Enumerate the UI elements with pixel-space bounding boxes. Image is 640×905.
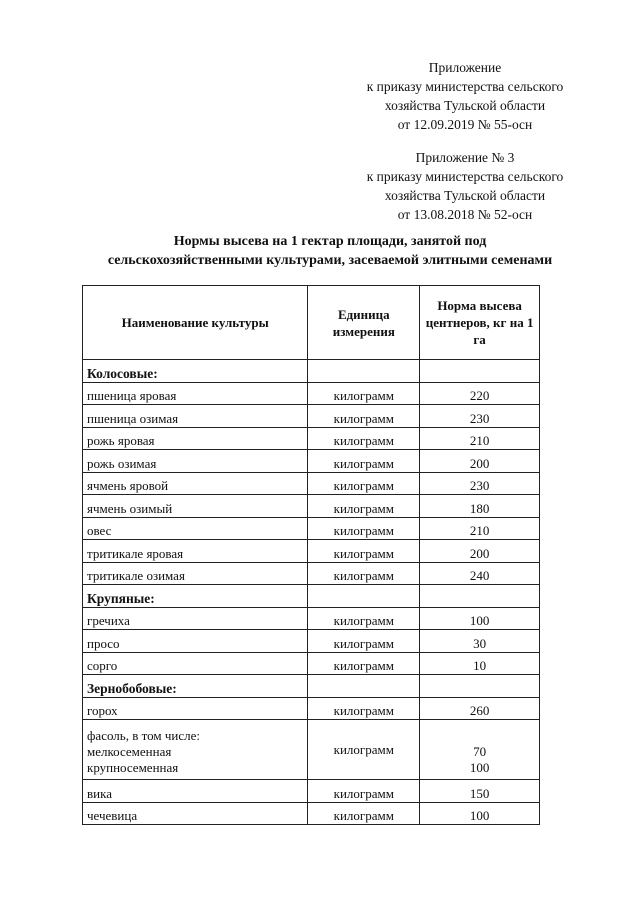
header-original-order [320,148,610,224]
empty-cell [420,675,540,698]
group-label: Колосовые: [83,360,308,383]
table-row [83,495,540,518]
crop-name-cell: тритикале озимая [83,562,308,585]
column-header-name: Наименование культуры [83,286,308,360]
norm-value-cell: 30 [420,630,540,653]
table-row [83,562,540,585]
crop-name-cell: пшеница озимая [83,405,308,428]
table-row [83,517,540,540]
unit-cell: килограмм [308,517,420,540]
header-current-order [320,58,610,134]
document-title [40,232,620,270]
table-row [83,607,540,630]
crop-name-cell: ячмень яровой [83,472,308,495]
table-row [83,720,540,780]
unit-cell: килограмм [308,427,420,450]
norm-value-cell: 230 [420,472,540,495]
unit-cell: килограмм [308,720,420,780]
unit-cell: килограмм [308,495,420,518]
group-label: Зернобобовые: [83,675,308,698]
column-header-norm: Норма высева центнеров, кг на 1 га [420,286,540,360]
unit-cell: килограмм [308,382,420,405]
group-row [83,360,540,383]
crop-name-cell: рожь озимая [83,450,308,473]
header-current-line4: от 12.09.2019 № 55-осн [397,117,533,132]
norm-value-cell [420,720,540,780]
norm-value-line [424,728,535,744]
table-row [83,540,540,563]
header-current-line1: Приложение [428,60,502,75]
unit-cell: килограмм [308,780,420,803]
crop-name-line: крупносеменная [87,760,179,775]
table-header-row [83,286,540,360]
norm-value-cell: 100 [420,802,540,825]
unit-cell: килограмм [308,562,420,585]
table-row [83,802,540,825]
crop-name-cell: чечевица [83,802,308,825]
unit-cell: килограмм [308,630,420,653]
norm-value-cell: 220 [420,382,540,405]
crop-name-cell: горох [83,697,308,720]
header-original-line1: Приложение № 3 [415,150,515,165]
unit-cell: килограмм [308,652,420,675]
table-row [83,382,540,405]
group-row [83,675,540,698]
header-original-line2: к приказу министерства сельского [366,169,564,184]
norm-value-cell: 240 [420,562,540,585]
seeding-norms-table [82,285,540,825]
table-row [83,427,540,450]
table-row [83,652,540,675]
table-body [83,360,540,825]
crop-name-line: фасоль, в том числе: [87,728,200,743]
norm-value-cell: 180 [420,495,540,518]
crop-name-cell: рожь яровая [83,427,308,450]
crop-name-cell: просо [83,630,308,653]
empty-cell [420,585,540,608]
unit-cell: килограмм [308,450,420,473]
header-original-line4: от 13.08.2018 № 52-осн [397,207,533,222]
crop-name-cell: сорго [83,652,308,675]
empty-cell [420,360,540,383]
table-row [83,630,540,653]
group-label: Крупяные: [83,585,308,608]
crop-name-cell [83,720,308,780]
unit-cell: килограмм [308,607,420,630]
empty-cell [308,360,420,383]
norm-value-cell: 200 [420,540,540,563]
title-line1: Нормы высева на 1 гектар площади, занятой под [173,234,487,249]
crop-name-cell: тритикале яровая [83,540,308,563]
header-current-line3: хозяйства Тульской области [384,98,546,113]
unit-cell: килограмм [308,540,420,563]
crop-name-line: мелкосеменная [87,744,172,759]
table-row [83,780,540,803]
unit-cell: килограмм [308,802,420,825]
group-row [83,585,540,608]
table-row [83,450,540,473]
table-row [83,472,540,495]
norm-value-cell: 230 [420,405,540,428]
crop-name-cell: пшеница яровая [83,382,308,405]
title-line2: сельскохозяйственными культурами, засеваемой элитными семенами [107,253,553,268]
norm-value-cell: 10 [420,652,540,675]
norm-value-cell: 210 [420,517,540,540]
crop-name-cell: вика [83,780,308,803]
norm-value-cell: 100 [420,607,540,630]
empty-cell [308,675,420,698]
crop-name-cell: овес [83,517,308,540]
table-row [83,405,540,428]
header-current-line2: к приказу министерства сельского [366,79,564,94]
norm-value-cell: 210 [420,427,540,450]
unit-cell: килограмм [308,697,420,720]
norm-value-cell: 150 [420,780,540,803]
norm-value-line: 70 [473,744,487,759]
unit-cell: килограмм [308,472,420,495]
header-original-line3: хозяйства Тульской области [384,188,546,203]
column-header-unit: Единица измерения [308,286,420,360]
table-row [83,697,540,720]
norm-value-cell: 260 [420,697,540,720]
unit-cell: килограмм [308,405,420,428]
norm-value-line: 100 [469,760,490,775]
crop-name-cell: ячмень озимый [83,495,308,518]
empty-cell [308,585,420,608]
crop-name-cell: гречиха [83,607,308,630]
norm-value-cell: 200 [420,450,540,473]
